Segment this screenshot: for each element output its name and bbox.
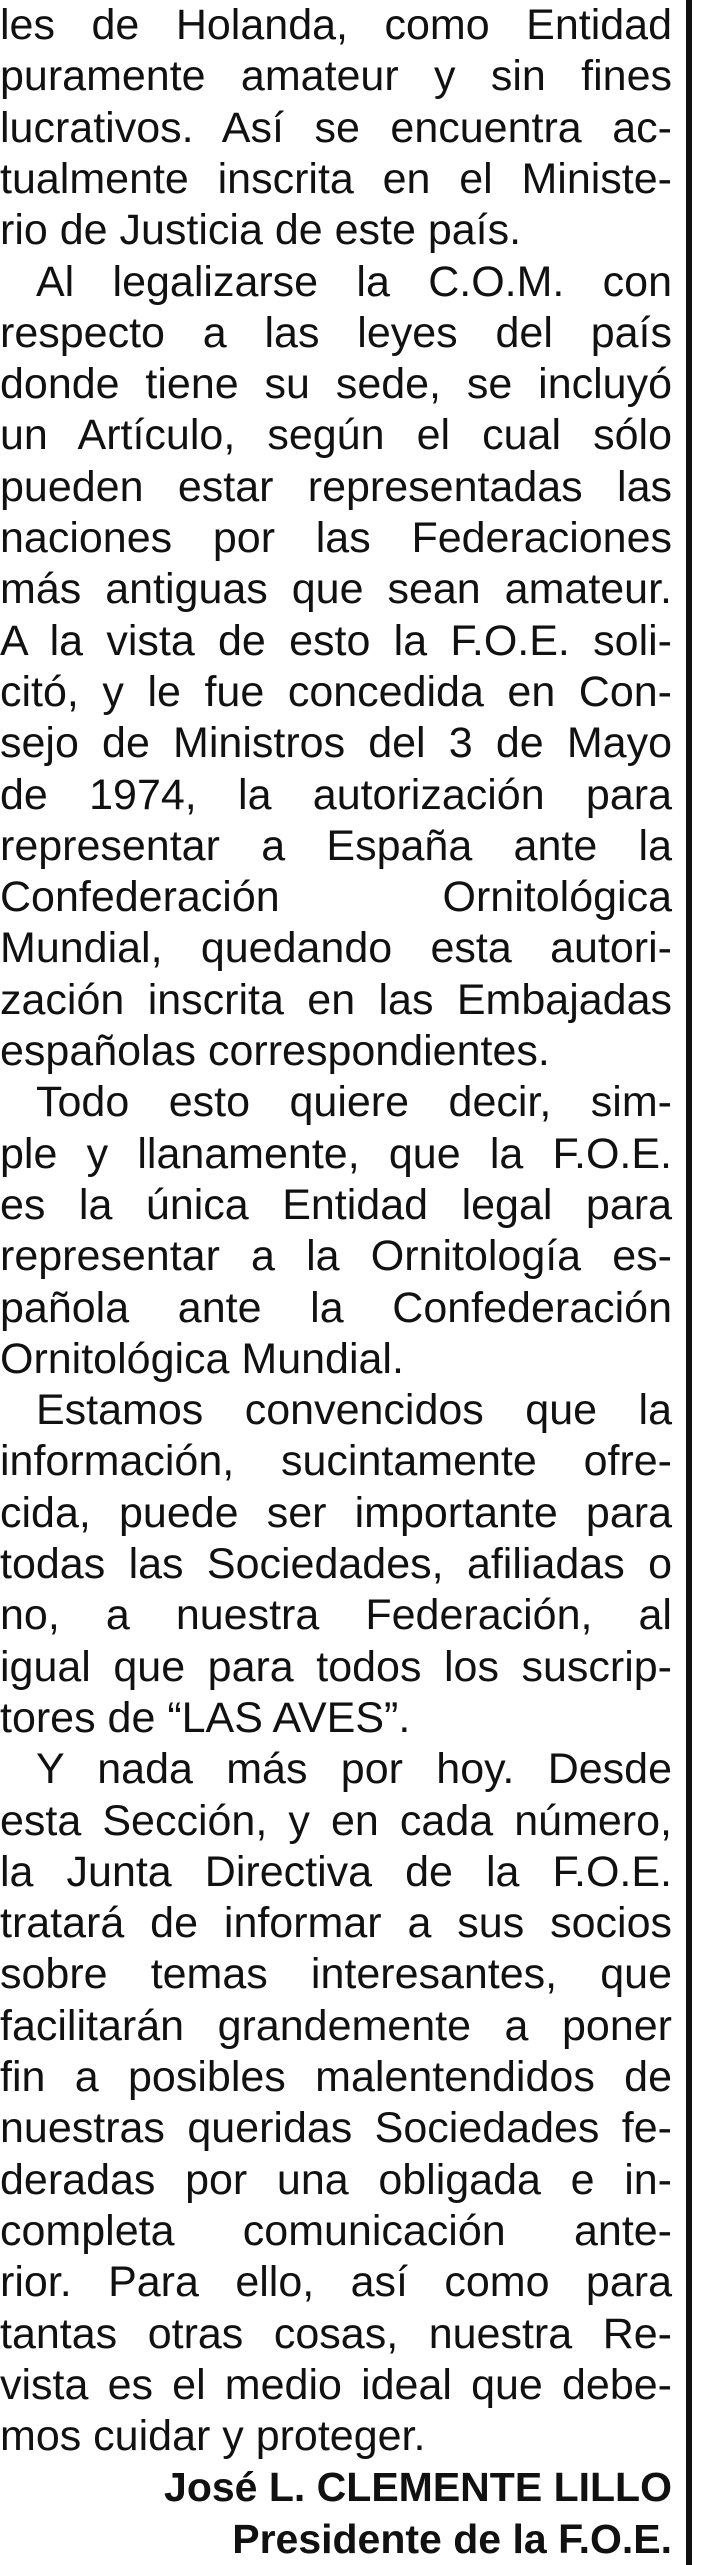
text-line: donde tiene su sede, se incluyó bbox=[0, 360, 672, 408]
text-line: deradas por una obligada e in- bbox=[0, 2156, 672, 2204]
text-line: información, sucintamente ofre- bbox=[0, 1437, 672, 1485]
text-line: Al legalizarse la C.O.M. con bbox=[36, 258, 672, 306]
text-line: A la vista de esto la F.O.E. soli- bbox=[0, 617, 672, 665]
text-line: pañola ante la Confederación bbox=[0, 1284, 672, 1332]
text-line: tantas otras cosas, nuestra Re- bbox=[0, 2310, 672, 2358]
text-line: más antiguas que sean amateur. bbox=[0, 565, 672, 613]
text-line: zación inscrita en las Embajadas bbox=[0, 976, 672, 1024]
signature-name: José L. CLEMENTE LILLO bbox=[164, 2464, 672, 2510]
text-line: sejo de Ministros del 3 de Mayo bbox=[0, 719, 672, 767]
text-line: Estamos convencidos que la bbox=[36, 1386, 672, 1434]
text-line: Todo esto quiere decir, sim- bbox=[36, 1078, 672, 1126]
signature-title: Presidente de la F.O.E. bbox=[232, 2516, 672, 2562]
text-line: tualmente inscrita en el Ministe- bbox=[0, 155, 672, 203]
text-line: mos cuidar y proteger. bbox=[0, 2412, 426, 2460]
text-line: tratará de informar a sus socios bbox=[0, 1899, 672, 1947]
text-line: no, a nuestra Federación, al bbox=[0, 1591, 672, 1639]
text-line: vista es el medio ideal que debe- bbox=[0, 2361, 672, 2409]
text-line: Y nada más por hoy. Desde bbox=[36, 1745, 672, 1793]
text-line: españolas correspondientes. bbox=[0, 1027, 550, 1075]
text-line: representar a la Ornitología es- bbox=[0, 1232, 672, 1280]
text-line: naciones por las Federaciones bbox=[0, 514, 672, 562]
text-line: todas las Sociedades, afiliadas o bbox=[0, 1540, 672, 1588]
text-line: completa comunicación ante- bbox=[0, 2207, 672, 2255]
text-line: igual que para todos los suscrip- bbox=[0, 1643, 672, 1691]
text-line: Mundial, quedando esta autori- bbox=[0, 924, 672, 972]
text-line: esta Sección, y en cada número, bbox=[0, 1797, 672, 1845]
text-line: nuestras queridas Sociedades fe- bbox=[0, 2104, 672, 2152]
text-line: de 1974, la autorización para bbox=[0, 771, 672, 819]
text-line: fin a posibles malentendidos de bbox=[0, 2053, 672, 2101]
text-line: Confederación Ornitológica bbox=[0, 873, 672, 921]
text-line: ple y llanamente, que la F.O.E. bbox=[0, 1130, 672, 1178]
text-line: respecto a las leyes del país bbox=[0, 309, 672, 357]
text-line: un Artículo, según el cual sólo bbox=[0, 411, 672, 459]
text-line: facilitarán grandemente a poner bbox=[0, 2002, 672, 2050]
text-line: cida, puede ser importante para bbox=[0, 1489, 672, 1537]
text-line: lucrativos. Así se encuentra ac- bbox=[0, 104, 672, 152]
text-line: citó, y le fue concedida en Con- bbox=[0, 668, 672, 716]
text-line: puramente amateur y sin fines bbox=[0, 52, 672, 100]
text-line: rio de Justicia de este país. bbox=[0, 206, 522, 254]
text-line: rior. Para ello, así como para bbox=[0, 2258, 672, 2306]
text-line: les de Holanda, como Entidad bbox=[0, 1, 672, 49]
text-line: la Junta Directiva de la F.O.E. bbox=[0, 1848, 672, 1896]
column-divider bbox=[686, 0, 692, 2565]
text-line: sobre temas interesantes, que bbox=[0, 1950, 672, 1998]
text-line: Ornitológica Mundial. bbox=[0, 1335, 404, 1383]
text-line: pueden estar representadas las bbox=[0, 463, 672, 511]
text-line: es la única Entidad legal para bbox=[0, 1181, 672, 1229]
text-line: representar a España ante la bbox=[0, 822, 672, 870]
text-line: tores de “LAS AVES”. bbox=[0, 1694, 411, 1742]
